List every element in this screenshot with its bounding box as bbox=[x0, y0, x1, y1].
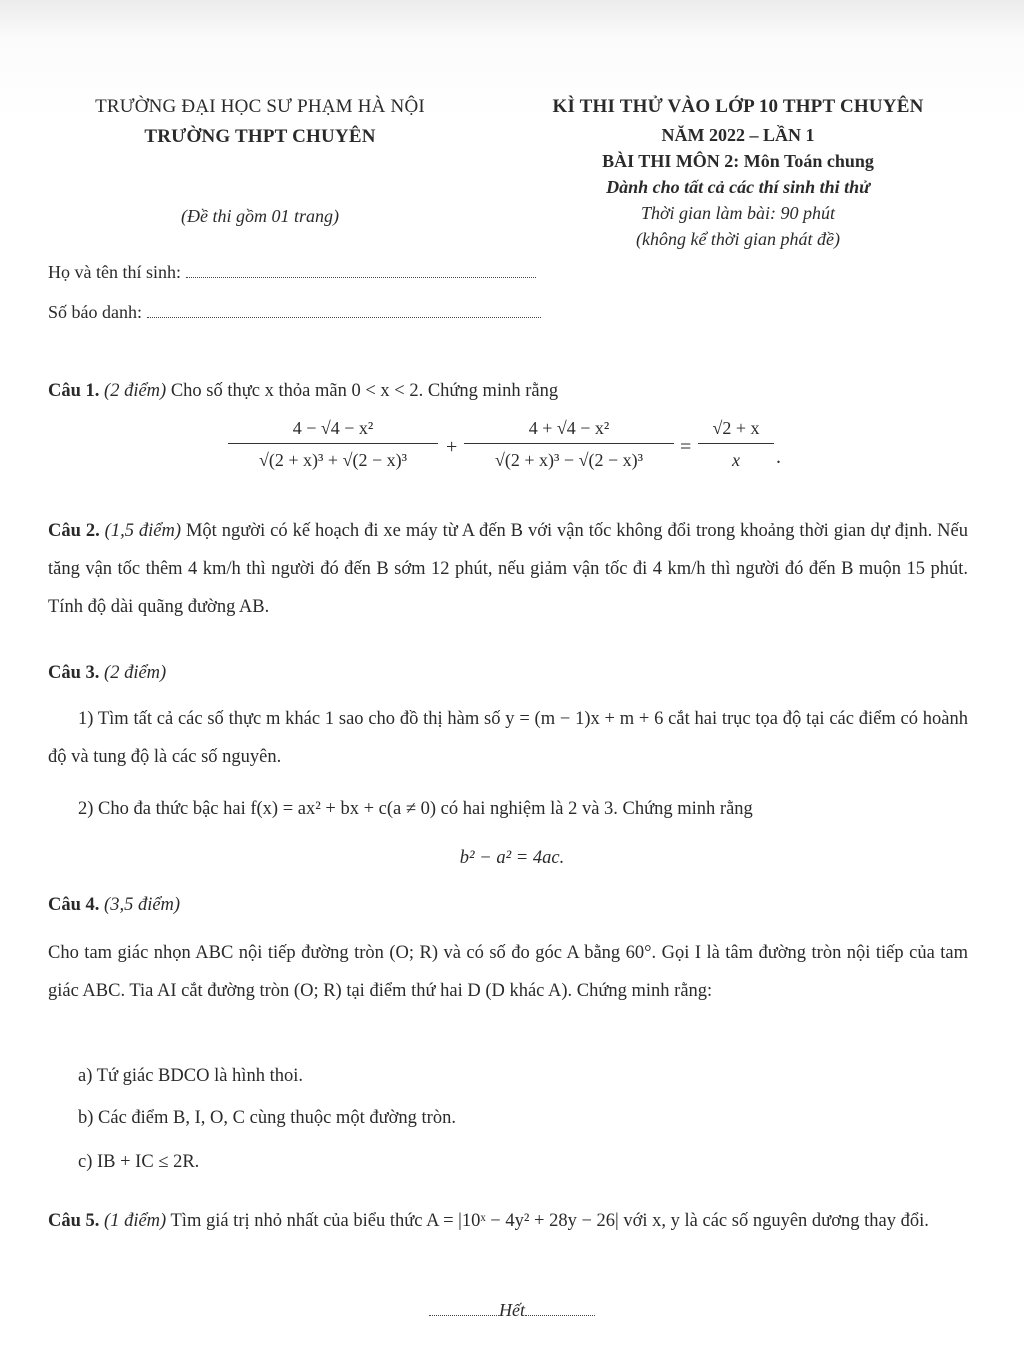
q1-frac3-numerator: √2 + x bbox=[698, 418, 774, 444]
end-dots-right bbox=[525, 1303, 595, 1316]
q1-fraction-2 bbox=[464, 418, 674, 471]
university-name: TRƯỜNG ĐẠI HỌC SƯ PHẠM HÀ NỘI bbox=[95, 96, 425, 117]
question-1 bbox=[48, 372, 968, 410]
school-name: TRƯỜNG THPT CHUYÊN bbox=[144, 126, 376, 147]
header-right bbox=[488, 92, 988, 252]
q3-title: Câu 3. bbox=[48, 663, 100, 683]
exam-audience: Dành cho tất cả các thí sinh thi thử bbox=[606, 177, 870, 197]
q1-equals: = bbox=[680, 436, 692, 458]
pages-note: (Đề thi gồm 01 trang) bbox=[181, 206, 339, 226]
q2-text: Một người có kế hoạch đi xe máy từ A đến B với vận tốc không đổi trong khoảng thời gian dự định. Nếu tăng vận tốc thêm 4 km/h thì người đó đến B sớm 12 phút, nếu giảm vận tốc đi 4 km/h thì người đó đến B muộn 15 phút. Tính độ dài quãng đường AB. bbox=[48, 521, 968, 617]
q1-frac1-numerator: 4 − √4 − x² bbox=[228, 418, 438, 444]
name-label: Họ và tên thí sinh: bbox=[48, 262, 181, 282]
exam-duration-note: (không kể thời gian phát đề) bbox=[635, 229, 841, 249]
end-marker bbox=[0, 1300, 1024, 1321]
id-label: Số báo danh: bbox=[48, 302, 142, 322]
q1-text: Cho số thực x thỏa mãn 0 < x < 2. Chứng minh rằng bbox=[170, 381, 559, 401]
q1-fraction-3 bbox=[698, 418, 774, 471]
q4-text: Cho tam giác nhọn ABC nội tiếp đường tròn (O; R) và có số đo góc A bằng 60°. Gọi I là tâm đường tròn nội tiếp của tam giác ABC. Tia AI cắt đường tròn (O; R) tại điểm thứ hai D (D khác A). Chứng minh rằng: bbox=[48, 943, 968, 1001]
q5-points: (1 điểm) bbox=[104, 1211, 167, 1231]
q1-fraction-1 bbox=[228, 418, 438, 471]
q4-title: Câu 4. bbox=[48, 895, 100, 915]
q3-points: (2 điểm) bbox=[104, 663, 167, 683]
question-5 bbox=[48, 1198, 968, 1244]
q1-period: . bbox=[776, 446, 781, 468]
q4-points: (3,5 điểm) bbox=[104, 895, 181, 915]
q1-frac2-numerator: 4 + √4 − x² bbox=[464, 418, 674, 444]
header-left bbox=[40, 92, 480, 152]
end-label: Hết bbox=[499, 1300, 525, 1320]
exam-title: KÌ THI THỬ VÀO LỚP 10 THPT CHUYÊN bbox=[552, 96, 924, 117]
q3-part-2: 2) Cho đa thức bậc hai f(x) = ax² + bx + c(a ≠ 0) có hai nghiệm là 2 và 3. Chứng minh rằng bbox=[78, 799, 753, 819]
q1-plus: + bbox=[446, 436, 458, 458]
q1-frac3-denominator: x bbox=[732, 450, 740, 470]
name-blank bbox=[186, 263, 536, 278]
q5-text: Tìm giá trị nhỏ nhất của biểu thức A = |10ˣ − 4y² + 28y − 26| với x, y là các số nguyên dương thay đổi. bbox=[170, 1211, 929, 1231]
question-3 bbox=[48, 654, 968, 692]
q3-part-1: 1) Tìm tất cả các số thực m khác 1 sao cho đồ thị hàm số y = (m − 1)x + m + 6 cắt hai trục tọa độ tại các điểm có hoành độ và tung độ là các số nguyên. bbox=[48, 709, 968, 767]
q1-frac1-denominator: √(2 + x)³ + √(2 − x)³ bbox=[259, 450, 407, 470]
q1-frac2-denominator: √(2 + x)³ − √(2 − x)³ bbox=[495, 450, 643, 470]
question-4 bbox=[48, 886, 968, 924]
id-field bbox=[48, 302, 541, 323]
q1-title: Câu 1. bbox=[48, 381, 100, 401]
exam-subject: BÀI THI MÔN 2: Môn Toán chung bbox=[602, 151, 874, 171]
q4-part-b: b) Các điểm B, I, O, C cùng thuộc một đường tròn. bbox=[78, 1108, 456, 1128]
q4-part-c: c) IB + IC ≤ 2R. bbox=[78, 1152, 200, 1172]
q4-part-a: a) Tứ giác BDCO là hình thoi. bbox=[78, 1066, 303, 1086]
q2-points: (1,5 điểm) bbox=[104, 521, 182, 541]
q5-title: Câu 5. bbox=[48, 1211, 100, 1231]
exam-duration: Thời gian làm bài: 90 phút bbox=[640, 203, 836, 223]
q2-title: Câu 2. bbox=[48, 521, 100, 541]
end-dots-left bbox=[429, 1303, 499, 1316]
id-blank bbox=[147, 303, 541, 318]
question-2 bbox=[48, 512, 968, 626]
name-field bbox=[48, 262, 536, 283]
exam-year: NĂM 2022 – LẦN 1 bbox=[661, 125, 815, 145]
q1-points: (2 điểm) bbox=[104, 381, 167, 401]
q1-equation bbox=[228, 414, 828, 494]
q3-equation: b² − a² = 4ac. bbox=[459, 848, 565, 868]
